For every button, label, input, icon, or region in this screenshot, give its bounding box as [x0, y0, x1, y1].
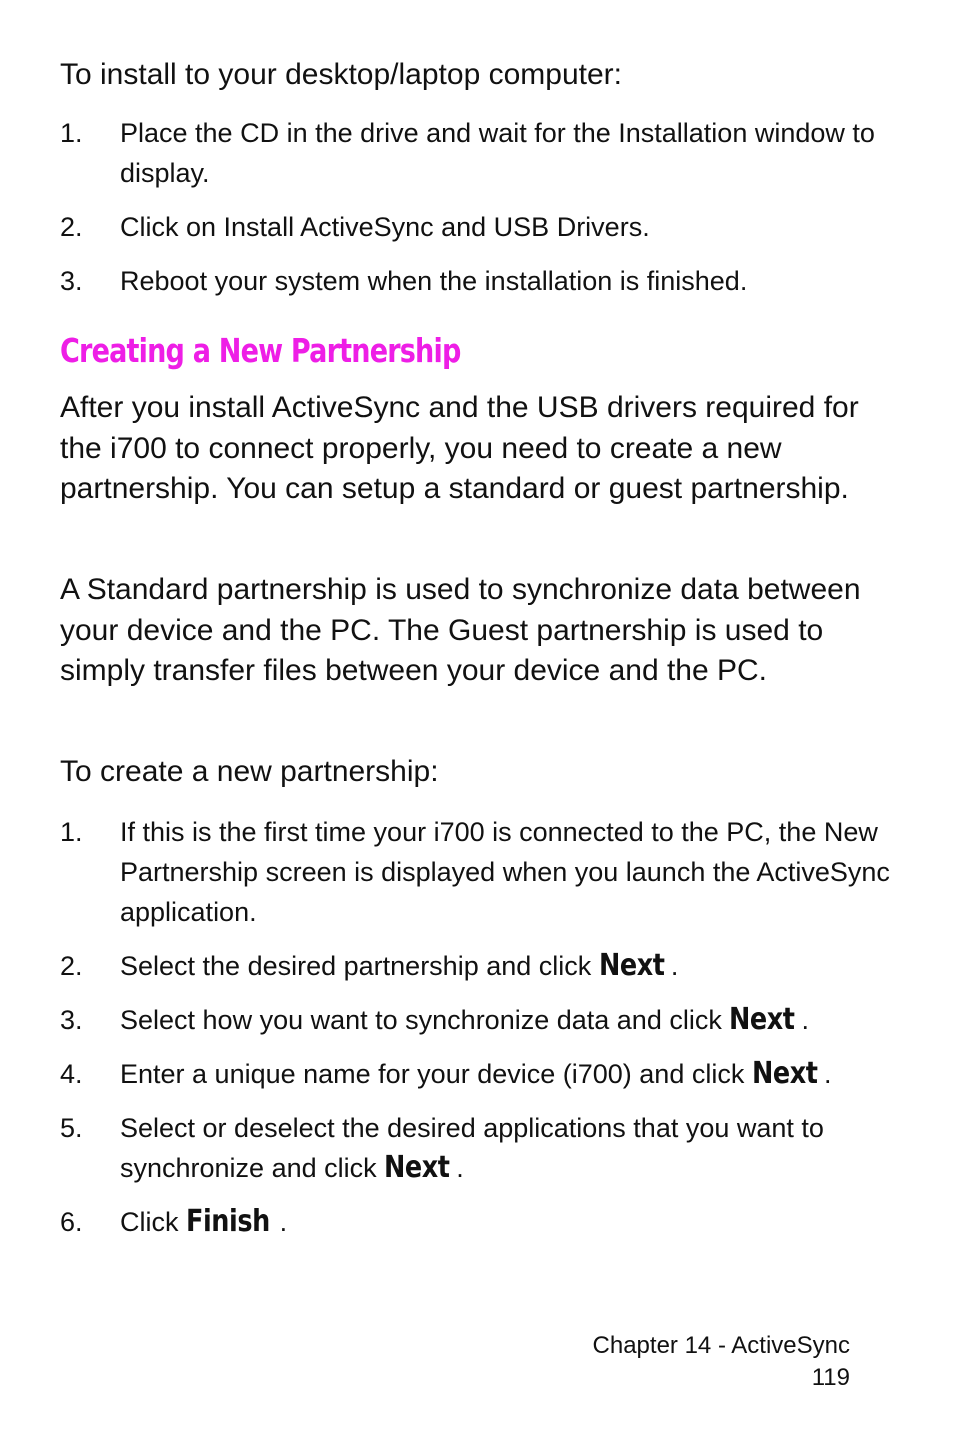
list-item: [60, 207, 890, 247]
step-text: Select the desired partnership and click: [120, 951, 599, 981]
page-footer: [593, 1330, 850, 1394]
step-number: 1.: [60, 817, 83, 847]
step-punctuation: .: [824, 1059, 832, 1089]
partnership-lead: To create a new partnership:: [60, 755, 439, 788]
list-item: [60, 261, 890, 301]
next-keyword: Next: [598, 948, 665, 983]
next-keyword: Next: [384, 1150, 450, 1185]
step-number: 3.: [60, 266, 83, 296]
install-steps-list: [60, 113, 890, 301]
next-keyword: Next: [751, 1056, 818, 1091]
chapter-label: Chapter 14 - ActiveSync: [592, 1332, 850, 1359]
step-punctuation: .: [456, 1153, 464, 1183]
step-text: Click: [120, 1207, 186, 1237]
step-punctuation: .: [801, 1005, 810, 1035]
step-text: If this is the first time your i700 is connected to the PC, the New Partnership screen is displayed when you launch the ActiveSync application.: [120, 817, 890, 927]
list-item: [60, 1054, 890, 1094]
step-text: Select how you want to synchronize data and click: [120, 1005, 730, 1035]
section-heading: Creating a New Partnership: [60, 331, 461, 370]
paragraph-partnership-intro: After you install ActiveSync and the USB drivers required for the i700 to connect properly, you need to create a new partnership. You can setup a standard or guest partnership.: [60, 391, 859, 505]
step-text: Select or deselect the desired applications that you want to synchronize and click: [120, 1113, 824, 1183]
paragraph-partnership-types: A Standard partnership is used to synchronize data between your device and the PC. The Guest partnership is used to simply transfer files between your device and the PC.: [60, 573, 861, 687]
step-number: 6.: [60, 1207, 83, 1237]
list-item: [60, 1202, 890, 1242]
list-item: [60, 113, 890, 193]
list-item: [60, 946, 890, 986]
step-text: Place the CD in the drive and wait for the Installation window to display.: [120, 118, 875, 188]
list-item: [60, 1000, 890, 1040]
step-number: 5.: [60, 1113, 83, 1143]
step-number: 3.: [60, 1005, 83, 1035]
list-item: [60, 1108, 890, 1188]
step-number: 2.: [60, 951, 83, 981]
finish-keyword: Finish: [186, 1204, 270, 1239]
page-number: 119: [811, 1364, 850, 1391]
partnership-steps-list: [60, 812, 890, 1242]
next-keyword: Next: [729, 1002, 795, 1037]
step-punctuation: .: [670, 951, 679, 981]
step-number: 2.: [60, 212, 83, 242]
step-number: 1.: [60, 118, 83, 148]
step-text: Click on Install ActiveSync and USB Drivers.: [120, 212, 650, 242]
list-item: [60, 812, 890, 932]
step-text: Enter a unique name for your device (i700) and click: [120, 1059, 752, 1089]
step-number: 4.: [60, 1059, 83, 1089]
step-text: Reboot your system when the installation is finished.: [120, 266, 748, 296]
step-punctuation: .: [279, 1207, 288, 1237]
install-intro: To install to your desktop/laptop computer:: [60, 58, 622, 91]
